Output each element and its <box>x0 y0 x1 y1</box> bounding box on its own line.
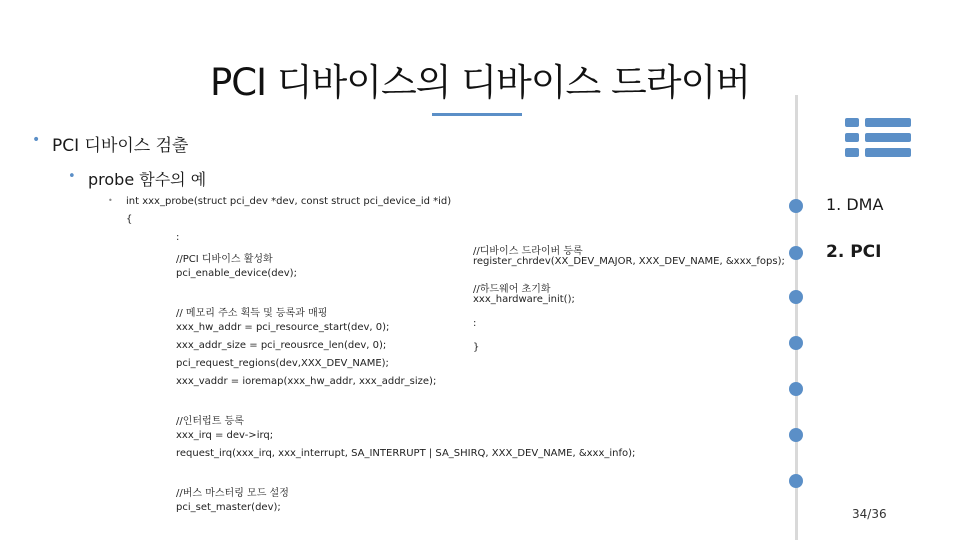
code-line: : <box>176 232 180 243</box>
code-comment: //하드웨어 초기화 <box>473 284 551 295</box>
bullet-marker: • <box>32 132 41 148</box>
page-number: 34/36 <box>852 507 887 521</box>
timeline-dot <box>789 290 803 304</box>
code-comment: //디바이스 드라이버 등록 <box>473 246 583 257</box>
bullet-marker: • <box>108 196 113 205</box>
timeline-dot <box>789 428 803 442</box>
bullet-pci-detect: PCI 디바이스 검출 <box>52 136 189 156</box>
timeline-dot <box>789 336 803 350</box>
code-line: xxx_addr_size = pci_reousrce_len(dev, 0); <box>176 340 387 351</box>
bullet-probe-example: probe 함수의 예 <box>88 170 207 189</box>
code-comment: // 메모리 주소 획득 및 등록과 매핑 <box>176 308 328 319</box>
code-line: : <box>473 318 477 329</box>
nav-item-pci[interactable]: 2. PCI <box>826 242 882 262</box>
code-line: { <box>126 214 133 225</box>
code-comment: //버스 마스터링 모드 설정 <box>176 488 289 499</box>
code-line: } <box>473 342 480 353</box>
code-line: xxx_hardware_init(); <box>473 294 575 305</box>
code-line: int xxx_probe(struct pci_dev *dev, const struct pci_device_id *id) <box>126 196 452 207</box>
code-comment: //인터럽트 등록 <box>176 416 244 427</box>
timeline-dot <box>789 474 803 488</box>
code-line: request_irq(xxx_irq, xxx_interrupt, SA_INTERRUPT | SA_SHIRQ, XXX_DEV_NAME, &xxx_info); <box>176 448 636 459</box>
nav-item-dma[interactable]: 1. DMA <box>826 195 884 214</box>
code-line: register_chrdev(XX_DEV_MAJOR, XXX_DEV_NAME, &xxx_fops); <box>473 256 785 267</box>
code-line: xxx_vaddr = ioremap(xxx_hw_addr, xxx_addr_size); <box>176 376 437 387</box>
bullet-marker: • <box>68 169 76 184</box>
code-line: pci_set_master(dev); <box>176 502 281 513</box>
code-line: pci_enable_device(dev); <box>176 268 297 279</box>
code-line: pci_request_regions(dev,XXX_DEV_NAME); <box>176 358 389 369</box>
timeline-dot[interactable] <box>789 246 803 260</box>
menu-list-icon <box>845 118 913 158</box>
code-comment: //PCI 디바이스 활성화 <box>176 254 273 265</box>
code-line: xxx_irq = dev->irq; <box>176 430 274 441</box>
slide-title: PCI 디바이스의 디바이스 드라이버 <box>210 61 750 104</box>
timeline-dot[interactable] <box>789 199 803 213</box>
title-underline <box>432 113 522 116</box>
code-line: xxx_hw_addr = pci_resource_start(dev, 0); <box>176 322 390 333</box>
timeline-dot <box>789 382 803 396</box>
